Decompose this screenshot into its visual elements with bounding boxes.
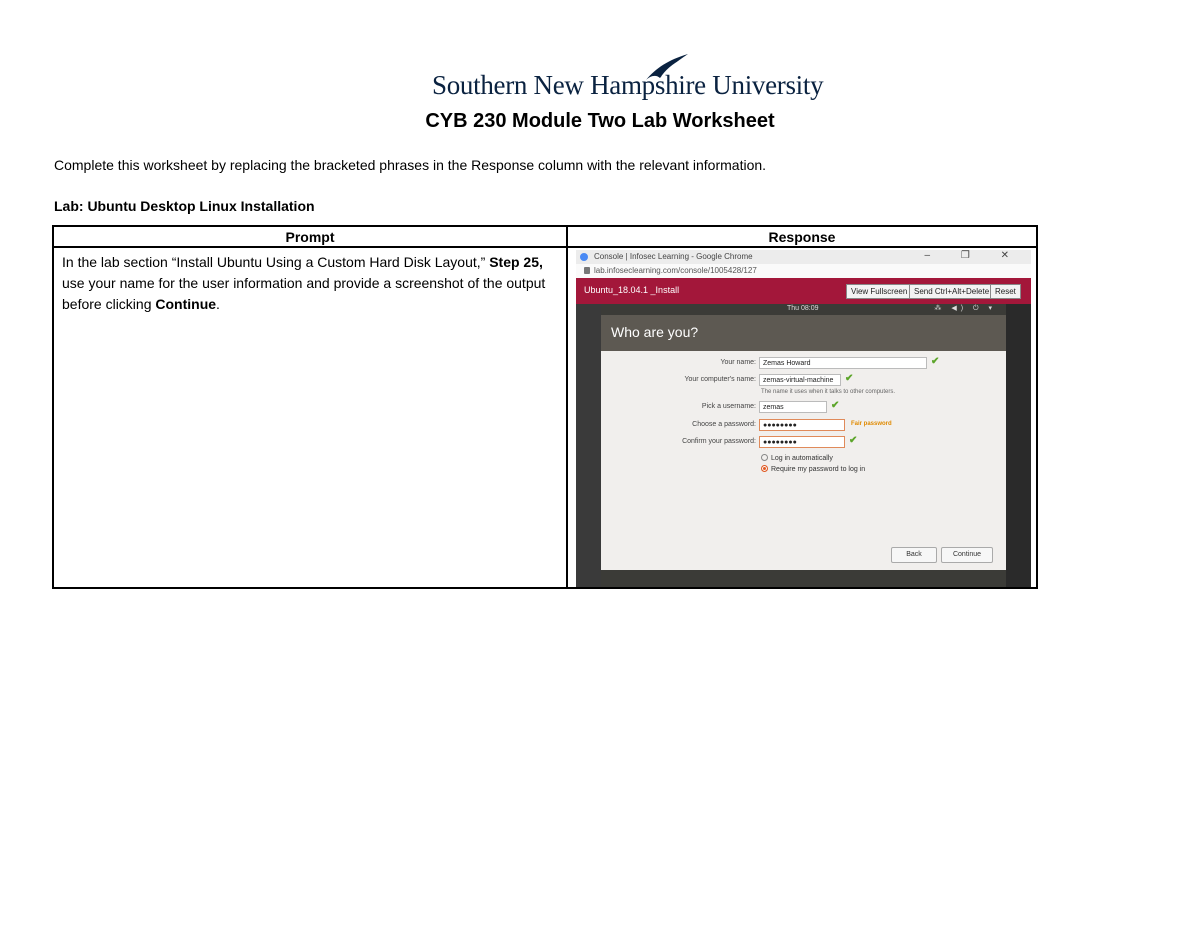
name-label: Your name: [720, 359, 756, 366]
radio-icon [761, 454, 768, 461]
prompt-action: Continue [155, 296, 217, 312]
back-button: Back [891, 547, 937, 563]
username-label: Pick a username: [701, 403, 756, 410]
password-strength: Fair password [851, 421, 892, 427]
computer-name-hint: The name it uses when it talks to other computers. [761, 389, 896, 395]
response-cell [567, 247, 1037, 588]
logo-text: Southern New Hampshire University [432, 70, 824, 100]
worksheet-table [52, 225, 1038, 589]
prompt-header: Prompt [53, 226, 567, 247]
prompt-cell [53, 247, 567, 588]
continue-button: Continue [941, 547, 993, 563]
address-bar [576, 264, 1031, 278]
option-require-password [761, 465, 865, 473]
installer-heading: Who are you? [611, 324, 699, 340]
university-logo [430, 52, 824, 104]
view-fullscreen-button: View Fullscreen [846, 284, 912, 299]
table-row [53, 247, 1037, 588]
send-ctrl-alt-delete-button: Send Ctrl+Alt+Delete [909, 284, 994, 299]
lock-icon [584, 267, 590, 274]
prompt-text-2: use your name for the user information and provide a screenshot of the output before clicking [62, 275, 546, 312]
name-input: Zemas Howard [759, 357, 927, 369]
installer-screenshot [576, 250, 1031, 588]
chrome-icon [580, 253, 588, 261]
vm-left-margin [576, 304, 601, 588]
password-input: ●●●●●●●● [759, 419, 845, 431]
name-check-icon: ✔ [931, 356, 940, 367]
prompt-end: . [216, 296, 220, 312]
ubuntu-top-panel [601, 304, 1006, 315]
computer-name-label: Your computer's name: [684, 376, 756, 383]
clock: Thu 08:09 [787, 305, 819, 312]
confirm-check-icon: ✔ [849, 435, 858, 446]
browser-title-bar [576, 250, 1031, 264]
option-login-automatically [761, 454, 833, 462]
computer-check-icon: ✔ [845, 373, 854, 384]
window-controls: – ❐ ✕ [924, 250, 1023, 261]
vm-right-margin [1006, 304, 1031, 588]
lab-name: Ubuntu_18.04.1 _Install [584, 285, 680, 295]
installer-header [601, 315, 1006, 351]
username-input: zemas [759, 401, 827, 413]
prompt-step: Step 25, [489, 254, 543, 270]
url-text: lab.infoseclearning.com/console/1005428/127 [594, 266, 757, 275]
system-tray: ⁂ ◀) ⏻ ▾ [934, 305, 996, 312]
vm-screen [601, 304, 1006, 588]
confirm-password-input: ●●●●●●●● [759, 436, 845, 448]
lab-title: Lab: Ubuntu Desktop Linux Installation [54, 198, 315, 214]
option-label: Require my password to log in [771, 466, 866, 473]
window-title: Console | Infosec Learning - Google Chrome [594, 252, 753, 261]
page-title: CYB 230 Module Two Lab Worksheet [425, 110, 775, 132]
username-check-icon: ✔ [831, 400, 840, 411]
password-label: Choose a password: [692, 421, 756, 428]
instructions: Complete this worksheet by replacing the bracketed phrases in the Response column with the relevant information. [54, 157, 767, 173]
computer-name-input: zemas-virtual-machine [759, 374, 841, 386]
confirm-password-label: Confirm your password: [682, 438, 756, 445]
radio-selected-icon [761, 465, 768, 472]
installer-bottom-bar [601, 570, 1006, 588]
option-label: Log in automatically [771, 455, 833, 462]
table-header-row [53, 226, 1037, 247]
response-header: Response [567, 226, 1037, 247]
lab-header [576, 278, 1031, 304]
prompt-text: In the lab section “Install Ubuntu Using a Custom Hard Disk Layout,” [62, 254, 486, 270]
reset-button: Reset [990, 284, 1021, 299]
